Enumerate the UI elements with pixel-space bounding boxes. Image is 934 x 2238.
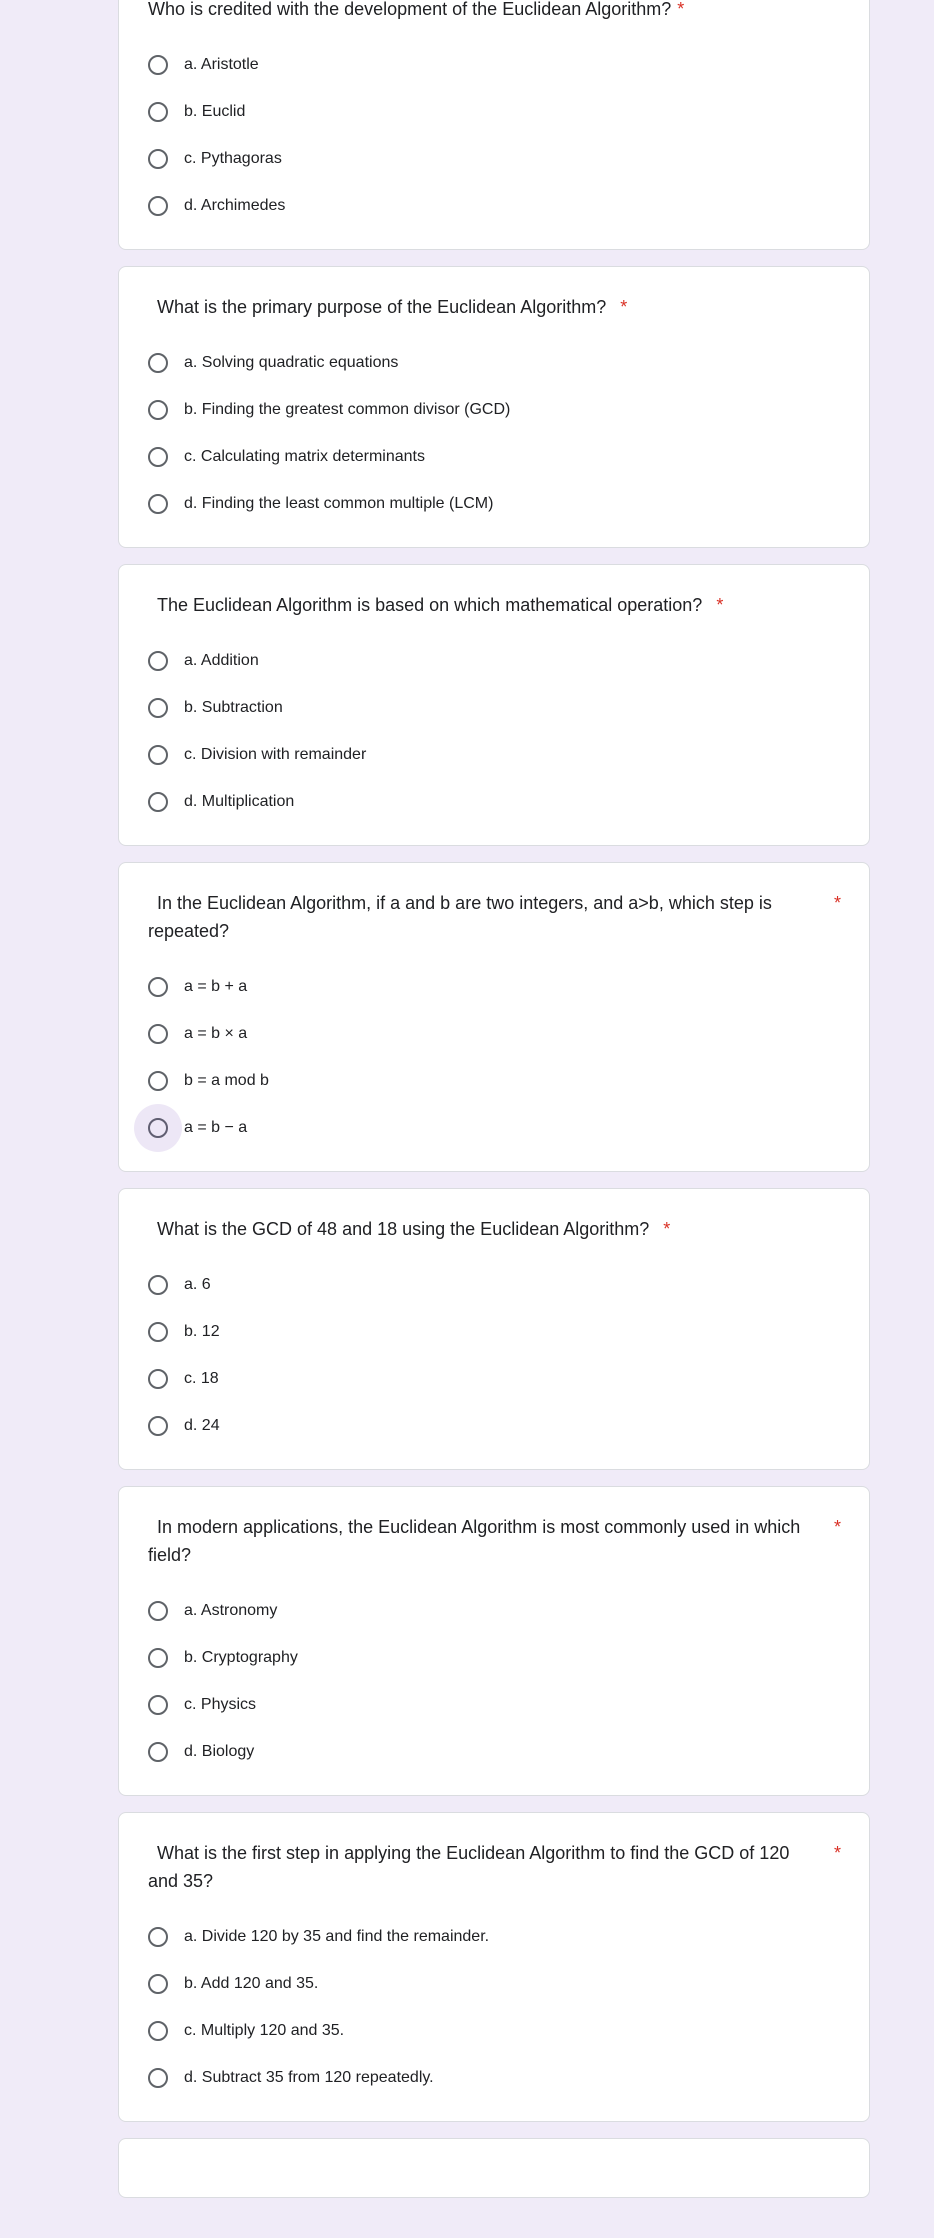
radio-button-icon[interactable]	[148, 1369, 168, 1389]
radio-option[interactable]	[148, 88, 841, 135]
radio-option[interactable]	[148, 386, 841, 433]
question-title	[148, 1513, 841, 1569]
radio-option[interactable]	[148, 339, 841, 386]
question-card	[118, 0, 870, 250]
option-label: a. Astronomy	[184, 1601, 278, 1619]
question-text: What is the GCD of 48 and 18 using the Euclidean Algorithm?	[157, 1219, 650, 1239]
question-title	[148, 293, 841, 321]
radio-option[interactable]	[148, 433, 841, 480]
question-card	[118, 1812, 870, 2122]
option-label: b = a mod b	[184, 1071, 269, 1089]
radio-option[interactable]	[148, 1057, 841, 1104]
option-label: a. Divide 120 by 35 and find the remainder.	[184, 1927, 490, 1945]
radio-group	[148, 963, 841, 1151]
radio-button-icon[interactable]	[148, 102, 168, 122]
radio-button-icon[interactable]	[148, 1024, 168, 1044]
radio-button-icon[interactable]	[148, 745, 168, 765]
radio-option[interactable]	[148, 731, 841, 778]
radio-button-icon[interactable]	[148, 1601, 168, 1621]
option-label: c. Multiply 120 and 35.	[184, 2021, 345, 2039]
radio-option[interactable]	[148, 684, 841, 731]
radio-option[interactable]	[148, 1728, 841, 1775]
radio-group	[148, 637, 841, 825]
radio-button-icon[interactable]	[148, 1071, 168, 1091]
radio-button-icon[interactable]	[148, 1927, 168, 1947]
radio-option[interactable]	[148, 1010, 841, 1057]
radio-button-icon[interactable]	[148, 1974, 168, 1994]
required-asterisk: *	[663, 1219, 671, 1239]
option-label: a. Solving quadratic equations	[184, 353, 399, 371]
radio-option[interactable]	[148, 135, 841, 182]
option-label: a = b × a	[184, 1024, 248, 1042]
radio-button-icon[interactable]	[148, 55, 168, 75]
question-card	[118, 564, 870, 846]
option-label: c. 18	[184, 1369, 219, 1387]
radio-button-icon[interactable]	[148, 2021, 168, 2041]
radio-button-icon[interactable]	[148, 1118, 168, 1138]
radio-button-icon[interactable]	[148, 2068, 168, 2088]
radio-group	[148, 1261, 841, 1449]
required-asterisk: *	[833, 1517, 841, 1537]
radio-option[interactable]	[148, 1308, 841, 1355]
option-label: b. Cryptography	[184, 1648, 298, 1666]
question-text: In modern applications, the Euclidean Algorithm is most commonly used in which field?	[148, 1517, 801, 1565]
question-text: The Euclidean Algorithm is based on which mathematical operation?	[157, 595, 703, 615]
option-label: b. Subtraction	[184, 698, 283, 716]
question-title	[148, 1215, 841, 1243]
radio-button-icon[interactable]	[148, 1695, 168, 1715]
option-label: c. Pythagoras	[184, 149, 282, 167]
option-label: b. 12	[184, 1322, 220, 1340]
radio-group	[148, 1587, 841, 1775]
radio-button-icon[interactable]	[148, 698, 168, 718]
question-text: What is the first step in applying the Euclidean Algorithm to find the GCD of 120 and 35?	[148, 1843, 790, 1891]
option-label: d. Archimedes	[184, 196, 286, 214]
radio-button-icon[interactable]	[148, 1322, 168, 1342]
question-text: Who is credited with the development of the Euclidean Algorithm?	[148, 0, 672, 19]
radio-group	[148, 41, 841, 229]
radio-option[interactable]	[148, 778, 841, 825]
radio-option[interactable]	[148, 1104, 841, 1151]
option-label: b. Add 120 and 35.	[184, 1974, 319, 1992]
option-label: a. Addition	[184, 651, 259, 669]
radio-option[interactable]	[148, 1261, 841, 1308]
radio-group	[148, 339, 841, 527]
question-title	[148, 0, 841, 23]
radio-button-icon[interactable]	[148, 400, 168, 420]
option-label: b. Euclid	[184, 102, 246, 120]
option-label: d. Finding the least common multiple (LCM)	[184, 494, 494, 512]
required-asterisk: *	[833, 893, 841, 913]
option-label: a. Aristotle	[184, 55, 259, 73]
required-asterisk: *	[833, 1843, 841, 1863]
option-label: c. Division with remainder	[184, 745, 367, 763]
question-text: What is the primary purpose of the Euclidean Algorithm?	[157, 297, 607, 317]
option-label: a. 6	[184, 1275, 211, 1293]
required-asterisk: *	[620, 297, 628, 317]
radio-button-icon[interactable]	[148, 651, 168, 671]
form-body	[118, 0, 870, 2214]
option-label: d. Biology	[184, 1742, 255, 1760]
question-title	[148, 889, 841, 945]
question-title	[148, 1839, 841, 1895]
option-label: a = b − a	[184, 1118, 248, 1136]
radio-option[interactable]	[148, 637, 841, 684]
option-label: d. Subtract 35 from 120 repeatedly.	[184, 2068, 434, 2086]
required-asterisk: *	[716, 595, 724, 615]
option-label: c. Physics	[184, 1695, 257, 1713]
option-label: d. 24	[184, 1416, 220, 1434]
question-title	[148, 591, 841, 619]
radio-button-icon[interactable]	[148, 447, 168, 467]
radio-option[interactable]	[148, 41, 841, 88]
radio-button-icon[interactable]	[148, 149, 168, 169]
radio-option[interactable]	[148, 2007, 841, 2054]
radio-option[interactable]	[148, 1402, 841, 1449]
radio-button-icon[interactable]	[148, 494, 168, 514]
radio-option[interactable]	[148, 480, 841, 527]
radio-option[interactable]	[148, 1681, 841, 1728]
radio-button-icon[interactable]	[148, 977, 168, 997]
radio-button-icon[interactable]	[148, 1742, 168, 1762]
question-card	[118, 1188, 870, 1470]
radio-button-icon[interactable]	[148, 1648, 168, 1668]
radio-option[interactable]	[148, 2054, 841, 2101]
option-label: a = b + a	[184, 977, 248, 995]
option-label: b. Finding the greatest common divisor (GCD)	[184, 400, 511, 418]
radio-button-icon[interactable]	[148, 1275, 168, 1295]
question-card	[118, 862, 870, 1172]
radio-button-icon[interactable]	[148, 353, 168, 373]
radio-button-icon[interactable]	[148, 1416, 168, 1436]
radio-option[interactable]	[148, 963, 841, 1010]
radio-option[interactable]	[148, 1634, 841, 1681]
radio-option[interactable]	[148, 1960, 841, 2007]
radio-option[interactable]	[148, 182, 841, 229]
question-card	[118, 1486, 870, 1796]
question-card	[118, 266, 870, 548]
radio-option[interactable]	[148, 1913, 841, 1960]
radio-button-icon[interactable]	[148, 792, 168, 812]
question-card	[118, 2138, 870, 2198]
option-label: d. Multiplication	[184, 792, 295, 810]
radio-button-icon[interactable]	[148, 196, 168, 216]
radio-option[interactable]	[148, 1355, 841, 1402]
required-asterisk: *	[677, 0, 685, 19]
radio-option[interactable]	[148, 1587, 841, 1634]
radio-group	[148, 1913, 841, 2101]
option-label: c. Calculating matrix determinants	[184, 447, 425, 465]
question-text: In the Euclidean Algorithm, if a and b are two integers, and a>b, which step is repeated?	[148, 893, 772, 941]
